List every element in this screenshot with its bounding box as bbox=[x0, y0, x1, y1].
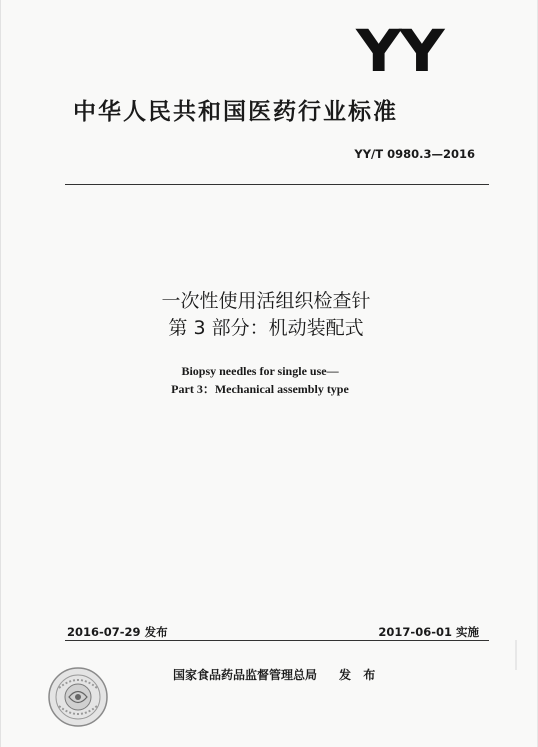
official-seal-icon bbox=[47, 666, 109, 728]
chinese-title-line-2: 第 3 部分：机动装配式 bbox=[168, 317, 364, 339]
chinese-title-line-1: 一次性使用活组织检查针 bbox=[161, 290, 371, 312]
issuer-name: 国家食品药品监督管理总局 bbox=[173, 668, 318, 682]
issue-date: 2016-07-29 发布 bbox=[67, 625, 168, 639]
issuer-action: 发 布 bbox=[339, 668, 380, 682]
standard-number: YY/T 0980.3—2016 bbox=[354, 147, 475, 161]
english-title bbox=[1, 362, 538, 398]
chinese-title bbox=[1, 288, 538, 342]
yy-logo: YY bbox=[356, 17, 443, 85]
issuing-authority bbox=[173, 666, 379, 683]
scan-edge-mark bbox=[515, 640, 517, 670]
standard-category-title: 中华人民共和国医药行业标准 bbox=[73, 99, 398, 125]
english-title-line-2: Part 3：Mechanical assembly type bbox=[171, 382, 349, 396]
top-divider bbox=[65, 184, 489, 185]
bottom-divider bbox=[65, 640, 489, 641]
english-title-line-1: Biopsy needles for single use— bbox=[181, 364, 339, 378]
implementation-date: 2017-06-01 实施 bbox=[378, 625, 479, 639]
